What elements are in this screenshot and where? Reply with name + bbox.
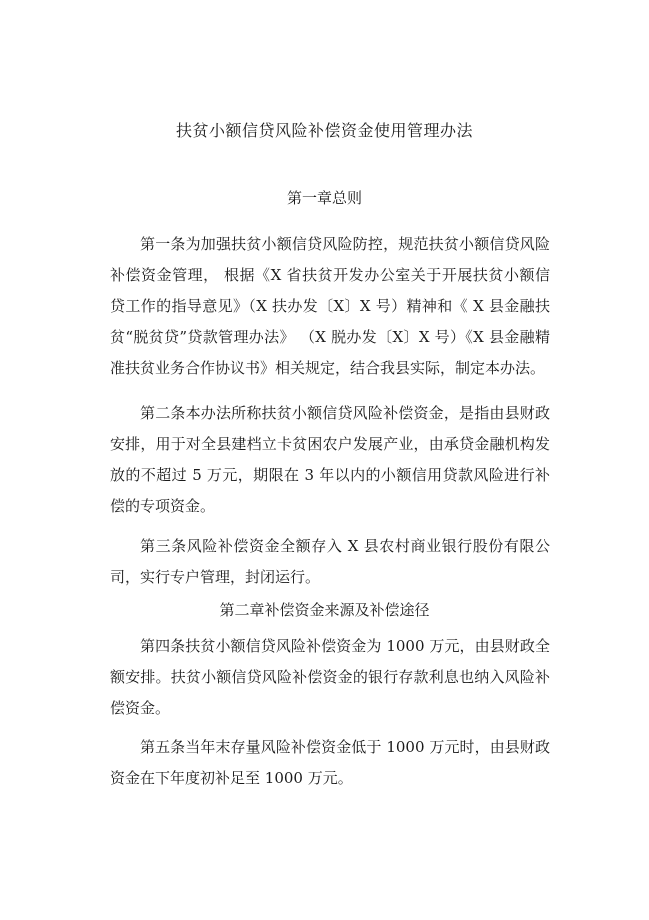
article-4: 第四条扶贫小额信贷风险补偿资金为 1000 万元，由县财政全额安排。扶贫小额信贷风险补偿资金的银行存款利息也纳入风险补偿资金。 <box>110 637 550 717</box>
chapter-heading-1: 第一章总则 <box>286 189 362 207</box>
article-1: 第一条为加强扶贫小额信贷风险防控，规范扶贫小额信贷风险补偿资金管理， 根据《X 省扶贫开发办公室关于开展扶贫小额信贷工作的指导意见》（X 扶办发〔X〕X 号）精神和《 X 县金融扶贫“脱贫贷”贷款管理办法》 （X 脱办发〔X〕X 号）《X 县金融精准扶贫业务合作协议书》相关规定，结合我县实际，制定本办法。 <box>110 235 550 377</box>
document-title: 扶贫小额信贷风险补偿资金使用管理办法 <box>175 121 473 140</box>
chapter-heading-2: 第二章补偿资金来源及补偿途径 <box>219 601 430 619</box>
article-5: 第五条当年末存量风险补偿资金低于 1000 万元时，由县财政资金在下年度初补足至 1000 万元。 <box>110 738 550 787</box>
article-2: 第二条本办法所称扶贫小额信贷风险补偿资金，是指由县财政安排，用于对全县建档立卡贫困农户发展产业，由承贷金融机构发放的不超过 5 万元，期限在 3 年以内的小额信用贷款风险进行补偿的专项资金。 <box>110 404 550 515</box>
article-3: 第三条风险补偿资金全额存入 X 县农村商业银行股份有限公司，实行专户管理，封闭运行。 <box>110 537 550 586</box>
